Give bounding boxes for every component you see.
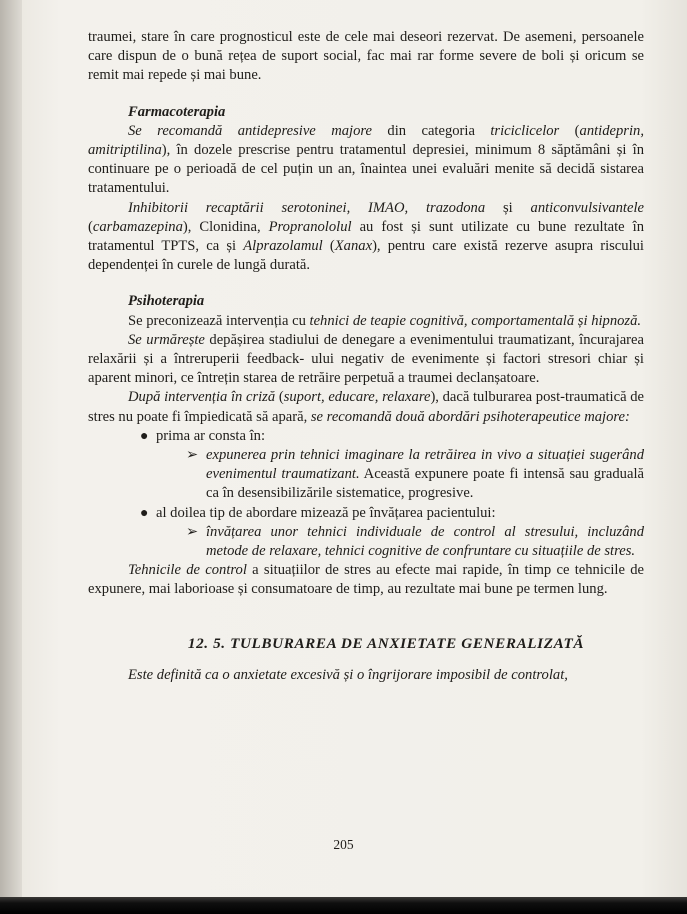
psihoterapia-paragraph-3: După intervenția în criză (suport, educare, relaxare), dacă tulburarea post-traumatică de stres nu poate fi împiedicată să apară, se recomandă două abordări psihoterapeutice majore: (88, 389, 645, 425)
list-item: ● al doilea tip de abordare mizează pe învățarea pacientului: (88, 504, 644, 523)
psihoterapia-paragraph-1: Se preconizează intervenția cu tehnici de teapie cognitivă, comportamentală și hipnoză. (128, 312, 642, 329)
arrow-bullet-icon: ➢ (186, 523, 199, 540)
page-text-body (88, 28, 644, 685)
farmacoterapia-paragraph-2: Inhibitorii recaptării serotoninei, IMAO, trazodona și anticonvulsivantele (carbamazepina), Clonidina, Propranololul au fost și sunt utilizate cu bune rezultate în tratamentul TPTS, ca și Alprazolamul (Xanax), pentru care există rezerve asupra riscului dependenței în curele de lungă durată. (88, 199, 644, 274)
psihoterapia-paragraph-2: Se urmărește depășirea stadiului de denegare a evenimentului traumatizant, încurajarea relaxării și a întreruperii feedback- ului negativ de evenimente și factori stresori chiar și aparent minori, ce întrețin starea de retrăire perpetuă a traumei declanșatoare. (88, 331, 644, 387)
list-item: ● prima ar consta în: (88, 427, 644, 446)
heading-farmacoterapia: Farmacoterapia (128, 103, 226, 120)
farmacoterapia-paragraph-1: Se recomandă antidepresive majore din categoria triciclicelor (antideprin, amitriptilina), în dozele prescrise pentru tratamentul depresiei, minimum 8 săptămâni și în continuare pe o perioadă de cel puțin un an, înaintea unei evaluări menite să decidă sistarea tratamentului. (88, 122, 644, 197)
psihoterapia-paragraph-4: Tehnicile de control a situațiilor de stres au efecte mai rapide, în timp ce tehnicile de expunere, mai laborioase și consumatoare de timp, au rezultate mai bune pe termen lung. (88, 562, 645, 598)
approaches-list (88, 427, 644, 561)
intro-paragraph: traumei, stare în care prognosticul este de cele mai deseori rezervat. De asemeni, persoanele care dispun de o bună rețea de suport social, fac mai rar forme severe de boli și oricum se remit mai repede și mai bune. (88, 29, 644, 84)
scan-bottom-edge (0, 897, 687, 914)
page-number: 205 (333, 837, 354, 852)
sub-list-item: ➢ învățarea unor tehnici individuale de control al stresului, incluzând metode de relaxare, tehnici cognitive de confruntare cu situațiile de stres. (186, 523, 644, 560)
arrow-bullet-icon: ➢ (186, 447, 199, 464)
book-spine-shadow (0, 0, 22, 914)
bullet-icon: ● (140, 505, 149, 521)
heading-psihoterapia: Psihoterapia (128, 293, 205, 310)
section-first-line: Este definită ca o anxietate excesivă și o îngrijorare imposibil de controlat, (128, 666, 568, 683)
sub-list-item: ➢ expunerea prin tehnici imaginare la retrăirea in vivo a situației sugerând evenimentul traumatizant. Această expunere poate fi intensă sau graduală ca în desensibilizările sistematice, progresive. (186, 447, 644, 502)
bullet-icon: ● (140, 428, 149, 444)
section-title: 12. 5. TULBURAREA DE ANXIETATE GENERALIZATĂ (187, 634, 585, 652)
